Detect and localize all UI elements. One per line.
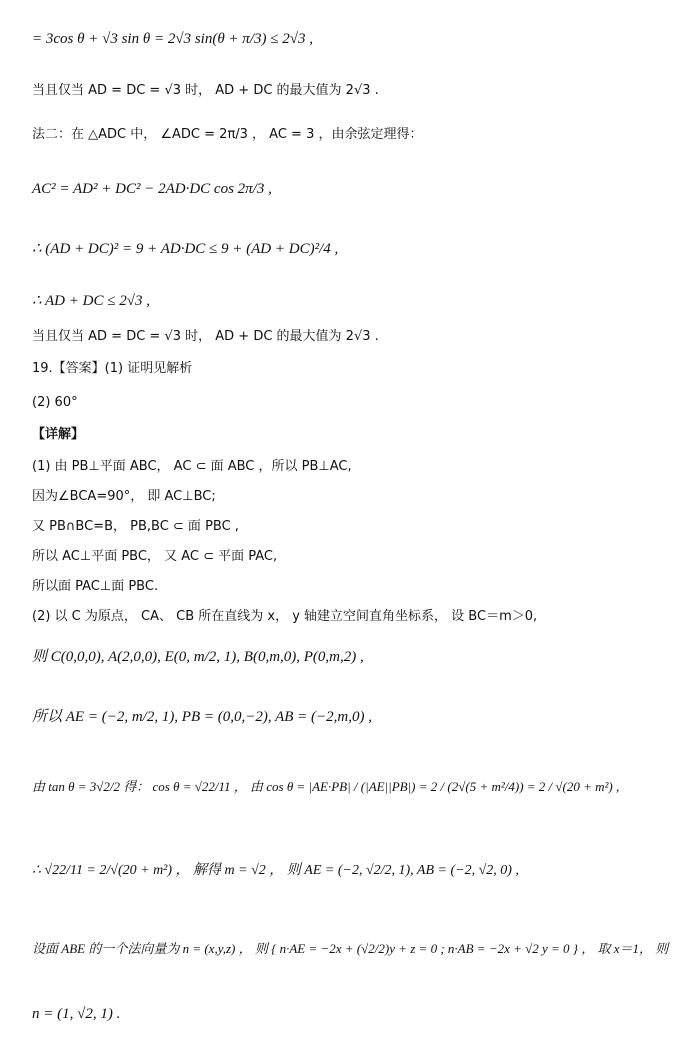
line-6: ∴ AD + DC ≤ 2√3 , bbox=[32, 293, 150, 309]
line-9: (2) 60° bbox=[32, 395, 78, 410]
line-2: 当且仅当 AD = DC = √3 时， AD + DC 的最大值为 2√3 . bbox=[32, 83, 379, 98]
line-18: 所以 AE = (−2, m/2, 1), PB = (0,0,−2), AB = (−2,m,0) , bbox=[32, 709, 372, 725]
line-16: (2) 以 C 为原点， CA、 CB 所在直线为 x， y 轴建立空间直角坐标系， 设 BC＝m＞0, bbox=[32, 609, 538, 624]
line-20: ∴ √22/11 = 2/√(20 + m²) ， 解得 m = √2 ， 则 AE = (−2, √2/2, 1), AB = (−2, √2, 0) , bbox=[32, 863, 519, 878]
line-7: 当且仅当 AD = DC = √3 时， AD + DC 的最大值为 2√3 . bbox=[32, 329, 379, 344]
line-11: (1) 由 PB⊥平面 ABC， AC ⊂ 面 ABC ，所以 PB⊥AC, bbox=[32, 459, 352, 474]
line-8-answer: 19.【答案】(1) 证明见解析 bbox=[32, 361, 193, 376]
line-19: 由 tan θ = 3√2/2 得： cos θ = √22/11 ， 由 cos θ = |AE·PB| / (|AE||PB|) = 2 / (2√(5 + m²/4)) = 2 / √(20 + m²) , bbox=[32, 779, 620, 794]
line-22: n = (1, √2, 1) . bbox=[32, 1006, 121, 1022]
line-12: 因为∠BCA=90°， 即 AC⊥BC; bbox=[32, 489, 216, 504]
line-10-detail: 【详解】 bbox=[32, 427, 85, 442]
line-5: ∴ (AD + DC)² = 9 + AD·DC ≤ 9 + (AD + DC)²/4 , bbox=[32, 241, 339, 257]
line-4: AC² = AD² + DC² − 2AD·DC cos 2π/3 , bbox=[32, 181, 272, 197]
line-15: 所以面 PAC⊥面 PBC. bbox=[32, 579, 159, 594]
line-1: = 3cos θ + √3 sin θ = 2√3 sin(θ + π/3) ≤ 2√3 , bbox=[32, 31, 313, 47]
line-3: 法二：在 △ADC 中， ∠ADC = 2π/3 ， AC = 3 ，由余弦定理得： bbox=[32, 127, 423, 142]
line-13: 又 PB∩BC=B， PB,BC ⊂ 面 PBC , bbox=[32, 519, 239, 534]
line-17: 则 C(0,0,0), A(2,0,0), E(0, m/2, 1), B(0,m,0), P(0,m,2) , bbox=[32, 649, 364, 665]
line-21: 设面 ABE 的一个法向量为 n = (x,y,z) ， 则 { n·AE = −2x + (√2/2)y + z = 0 ; n·AB = −2x + √2 y = 0 } ， 取 x＝1， 则 bbox=[32, 941, 669, 956]
line-14: 所以 AC⊥平面 PBC， 又 AC ⊂ 平面 PAC, bbox=[32, 549, 278, 564]
